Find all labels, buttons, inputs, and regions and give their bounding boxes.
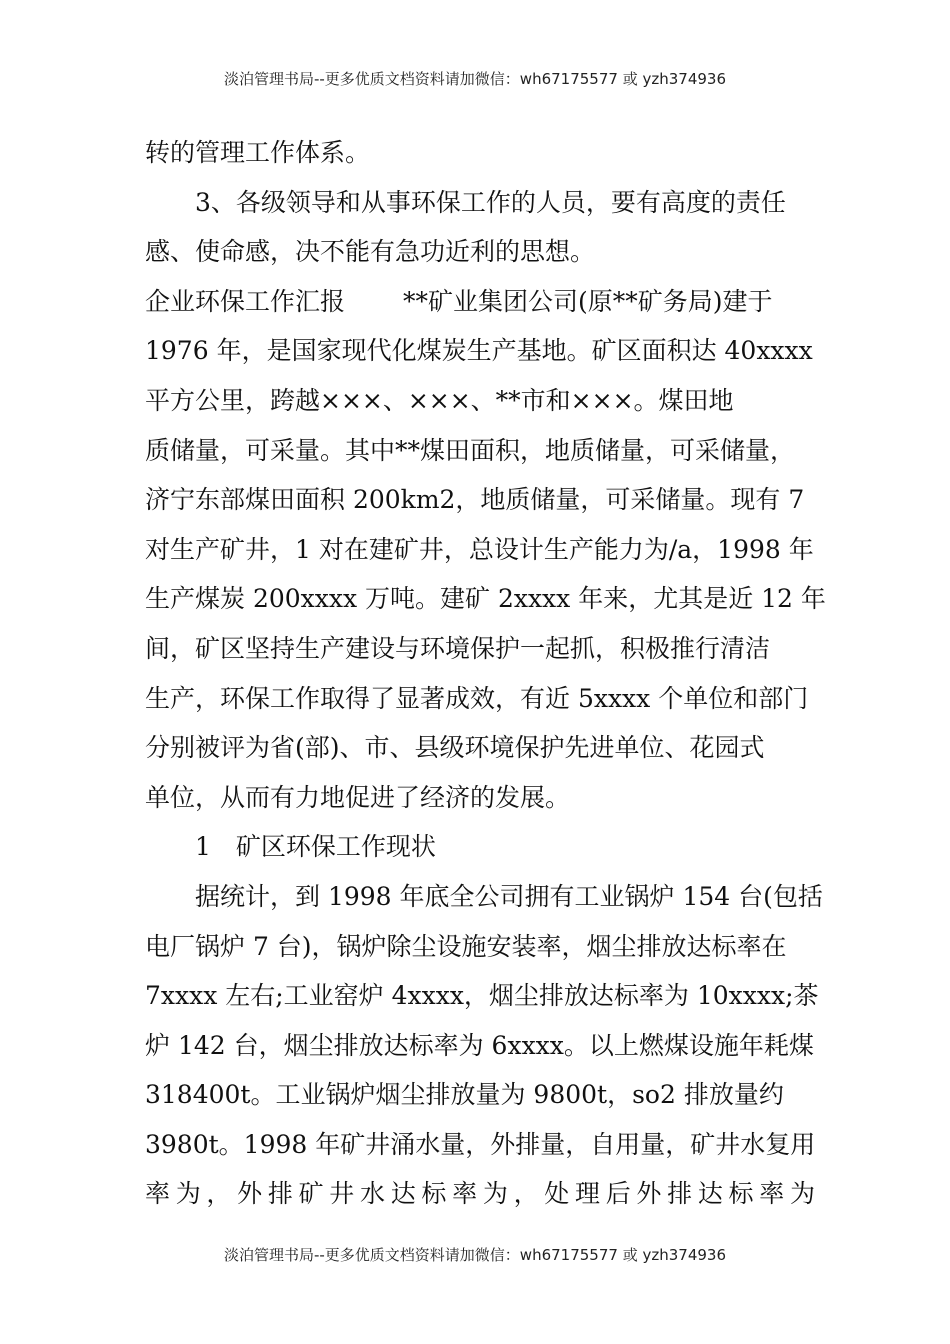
text-line: 3、各级领导和从事环保工作的人员，要有高度的责任	[145, 187, 786, 217]
text-line: 3980t。1998 年矿井涌水量，外排量，自用量，矿井水复用	[145, 1129, 816, 1159]
text-line: 质储量，可采量。其中**煤田面积，地质储量，可采储量，	[145, 435, 796, 465]
text-line: 据统计，到 1998 年底全公司拥有工业锅炉 154 台(包括	[145, 881, 823, 911]
text-line: 生产煤炭 200xxxx 万吨。建矿 2xxxx 年来，尤其是近 12 年	[145, 584, 826, 614]
text-line: 炉 142 台，烟尘排放达标率为 6xxxx。以上燃煤设施年耗煤	[145, 1030, 814, 1060]
text-line: 平方公里，跨越×××、×××、**市和×××。煤田地	[145, 385, 734, 415]
page-header: 淡泊管理书局--更多优质文档资料请加微信：wh67175577 或 yzh374936	[223, 70, 726, 88]
page-footer: 淡泊管理书局--更多优质文档资料请加微信：wh67175577 或 yzh374936	[223, 1246, 726, 1264]
text-line: 转的管理工作体系。	[145, 138, 371, 167]
text-line: 企业环保工作汇报 **矿业集团公司(原**矿务局)建于	[145, 286, 773, 316]
text-line: 电厂锅炉 7 台)，锅炉除尘设施安装率，烟尘排放达标率在	[145, 931, 787, 961]
text-line: 7xxxx 左右;工业窑炉 4xxxx，烟尘排放达标率为 10xxxx;茶	[145, 981, 819, 1011]
text-line: 318400t。工业锅炉烟尘排放量为 9800t，so2 排放量约	[145, 1080, 784, 1110]
document-body	[145, 128, 826, 1219]
text-line: 分别被评为省(部)、市、县级环境保护先进单位、花园式	[145, 733, 765, 763]
text-line: 1976 年，是国家现代化煤炭生产基地。矿区面积达 40xxxx	[145, 336, 813, 366]
section-heading: 1 矿区环保工作现状	[145, 832, 436, 862]
text-line: 率为，外排矿井水达标率为，处理后外排达标率为	[145, 1179, 815, 1209]
text-line: 感、使命感，决不能有急功近利的思想。	[145, 237, 596, 267]
text-line: 生产，环保工作取得了显著成效，有近 5xxxx 个单位和部门	[145, 683, 809, 713]
text-line: 济宁东部煤田面积 200km2，地质储量，可采储量。现有 7	[145, 485, 805, 515]
text-line: 单位，从而有力地促进了经济的发展。	[145, 782, 571, 812]
text-line: 间，矿区坚持生产建设与环境保护一起抓，积极推行清洁	[145, 633, 771, 663]
text-line: 对生产矿井，1 对在建矿井，总设计生产能力为/a，1998 年	[145, 534, 814, 564]
